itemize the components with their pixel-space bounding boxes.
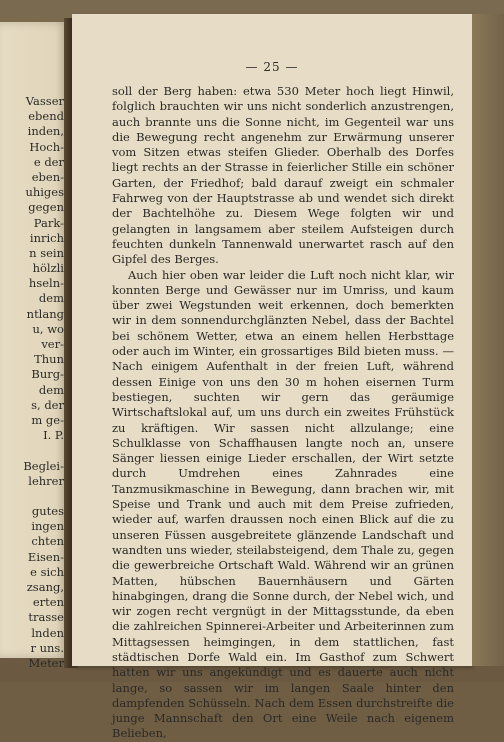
left-page-line: lehrer — [28, 473, 64, 488]
right-page — [72, 14, 472, 741]
left-page-line: Park- — [33, 215, 64, 230]
left-page-line: ntlang — [26, 306, 64, 321]
right-edge-shadow — [472, 14, 504, 666]
left-page-line: dem — [38, 291, 64, 306]
page-number: — 25 — — [245, 60, 299, 74]
paragraph: Auch hier oben war leider die Luft noch nicht klar, wir konnten Berge und Gewässer nur im Umriss, und kaum über zwei Wegstunden weit erkennen, doch bemerkten wir in dem sonnendurchglänzten Nebel, dass der Bachtel bei schönem Wetter, etwa an einem hellen Herbsttage oder auch im Winter, ein grossartiges Bild bieten muss. — Nach einigem Aufenthalt in der freien Luft, während dessen Einige von uns den 30 m hohen eisernen Turm bestiegen, suchten wir gern das geräumige Wirtschaftslokal auf, um uns durch ein zweites Frühstück zu kräftigen. Wir sassen nicht allzulange; eine Schulklasse von Schaffhausen langte noch an, unsere Sänger liessen einige Lieder erschallen, der Wirt setzte durch Umdrehen eines Zahnrades eine Tanzmusikmaschine in Bewegung, dann brachen wir, mit Speise und Trank und auch mit dem Preise zufrieden, wieder auf, warfen draussen noch einen Blick auf die zu unseren Füssen ausgebreitete glänzende Landschaft und wandten uns wieder, steilabsteigend, dem Thale zu, gegen die gewerbreiche Ortschaft Wald. Während wir an grünen Matten, hübschen Bauernhäusern und Gärten hinabgingen, drang die Sonne durch, der Nebel wich, und wir zogen recht vergnügt in der Mittagsstunde, da eben die zahlreichen Spinnerei-Arbeiter und Arbeiterinnen zum Mittagsessen heimgingen, in dem stattlichen, fast städtischen Dorfe Wald ein. Im Gasthof zum Schwert hatten wir uns angekündigt und es dauerte auch nicht lange, so sassen wir im langen Saale hinter den dampfenden Schüsseln. Nach dem Essen durchstreifte die junge Mannschaft den Ort eine Weile nach eigenem Belieben, — [112, 267, 454, 741]
left-page-line: erten — [32, 595, 64, 610]
left-page-line: trasse — [28, 610, 64, 625]
left-page-line: s, der — [31, 397, 64, 412]
left-page — [0, 22, 70, 670]
left-page-line: Hoch- — [29, 139, 64, 154]
left-page-line: ebend — [28, 109, 64, 124]
left-page-line: Meter — [28, 655, 64, 670]
left-page-line: Vasser — [25, 94, 64, 108]
left-page-line: Eisen- — [27, 549, 64, 564]
left-page-line: gutes — [31, 504, 64, 519]
left-page-line: e sich — [30, 564, 64, 579]
left-page-line: eben- — [31, 169, 64, 184]
left-page-line: u, wo — [32, 321, 64, 336]
left-page-line: I. P. — [43, 428, 64, 443]
left-page-line: inden, — [27, 124, 64, 139]
left-page-line: ver- — [41, 337, 64, 351]
left-page-line: ingen — [31, 519, 64, 534]
left-page-line: inrich — [29, 230, 64, 245]
left-page-line: Thun — [34, 352, 64, 367]
left-page-line: Burg- — [31, 367, 64, 382]
left-page-line: e der — [33, 154, 64, 169]
left-page-line: chten — [31, 534, 64, 549]
left-page-line: gegen — [28, 200, 64, 215]
left-page-line — [23, 489, 64, 504]
left-page-line — [23, 443, 64, 458]
left-page-line: hseln- — [28, 276, 64, 291]
paragraph: soll der Berg haben: etwa 530 Meter hoch liegt Hinwil, folglich brauchten wir uns nicht sonderlich anzustrengen, auch brannte uns die Sonne nicht, im Gegenteil war uns die Bewegung recht angenehm zur Erwärmung unserer vom Sitzen etwas steifen Glieder. Oberhalb des Dorfes liegt rechts an der Strasse in feierlicher Stille ein schöner Garten, der Friedhof; bald darauf zweigt ein schmaler Fahrweg von der Hauptstrasse ab und wendet sich direkt der Bachtelhöhe zu. Diesem Wege folgten wir und gelangten in langsamem aber steilem Aufsteigen durch feuchten dunkeln Tannenwald unerwartet rasch auf den Gipfel des Berges. — [112, 84, 454, 267]
left-page-line: hölzli — [32, 261, 64, 276]
left-page-line: m ge- — [31, 412, 64, 427]
left-page-text — [23, 94, 64, 671]
left-page-line: dem — [38, 382, 64, 397]
left-page-line: lnden — [31, 625, 64, 640]
left-page-line: uhiges — [25, 185, 64, 200]
left-page-line: Beglei- — [23, 458, 64, 473]
page-body — [112, 84, 454, 742]
left-page-line: n sein — [29, 245, 64, 260]
left-page-line: r uns. — [30, 640, 64, 655]
left-page-line: zsang, — [26, 580, 64, 594]
